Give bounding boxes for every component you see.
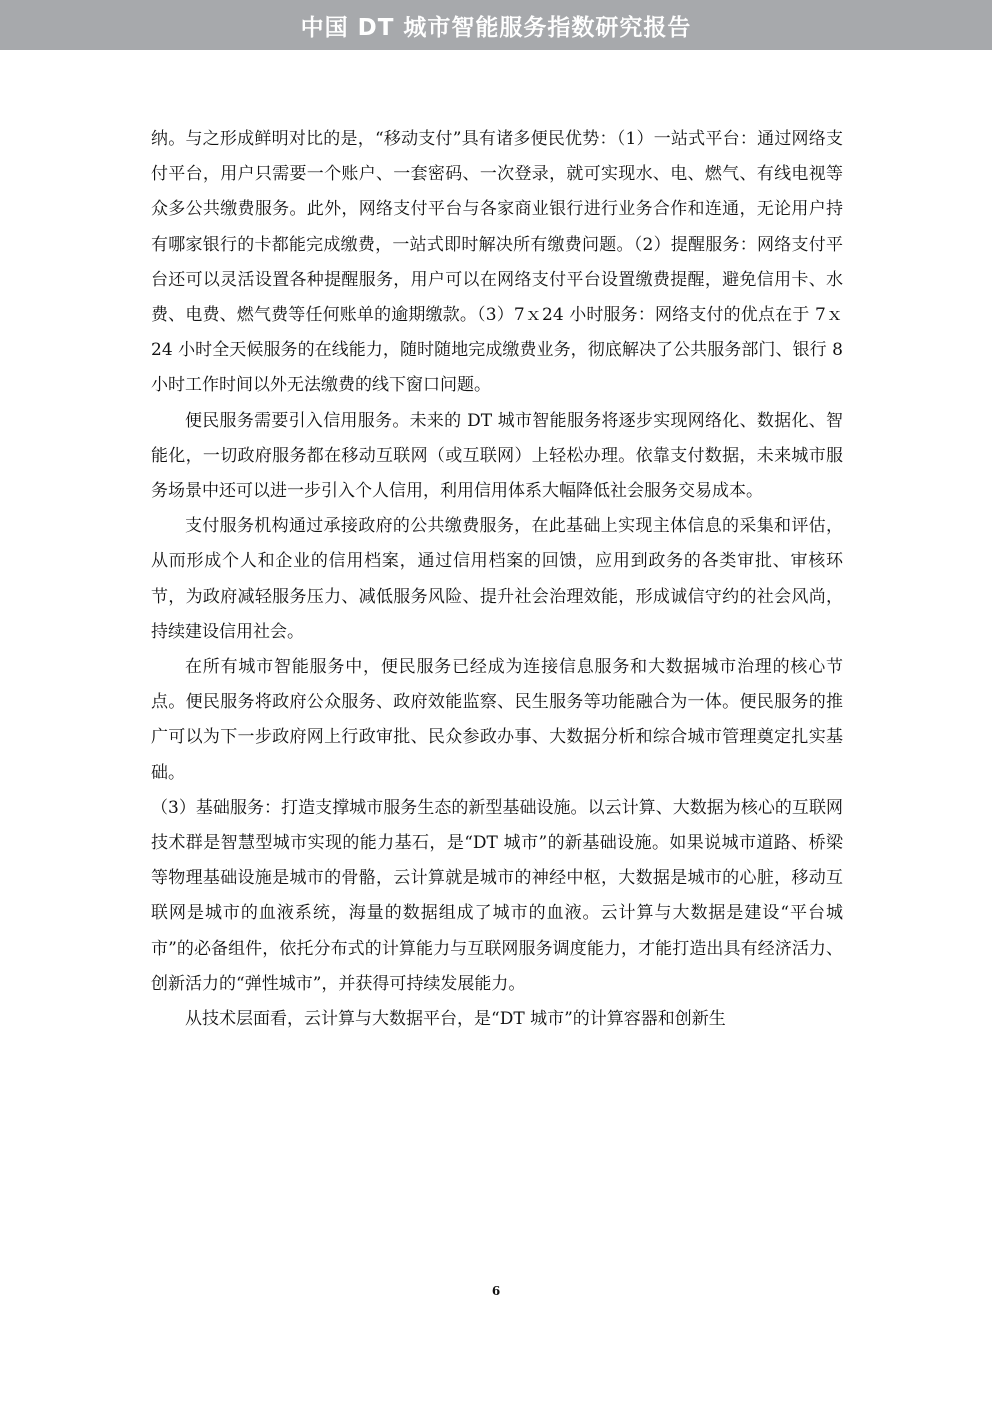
page-number: 6 [491, 1284, 501, 1298]
paragraph-infrastructure-service: （3）基础服务：打造支撑城市服务生态的新型基础设施。以云计算、大数据为核心的互联网技术群是智慧型城市实现的能力基石，是“DT 城市”的新基础设施。如果说城市道路、桥梁等物理基础设施是城市的骨骼，云计算就是城市的神经中枢，大数据是城市的心脏，移动互联网是城市的血液系统，海量的数据组成了城市的血液。云计算与大数据是建设“平台城市”的必备组件，依托分布式的计算能力与互联网服务调度能力，才能打造出具有经济活力、创新活力的“弹性城市”，并获得可持续发展能力。 [151, 797, 843, 994]
paragraph-technology-level: 从技术层面看，云计算与大数据平台，是“DT 城市”的计算容器和创新生 [185, 1009, 726, 1030]
paragraph-payment-institutions: 支付服务机构通过承接政府的公共缴费服务，在此基础上实现主体信息的采集和评估，从而形成个人和企业的信用档案，通过信用档案的回馈，应用到政务的各类审批、审核环节，为政府减轻服务压力、减低服务风险、提升社会治理效能，形成诚信守约的社会风尚，持续建设信用社会。 [151, 516, 843, 642]
report-title: 中国 DT 城市智能服务指数研究报告 [300, 14, 692, 41]
paragraph-convenience-service-hub: 在所有城市智能服务中，便民服务已经成为连接信息服务和大数据城市治理的核心节点。便民服务将政府公众服务、政府效能监察、民生服务等功能融合为一体。便民服务的推广可以为下一步政府网上行政审批、民众参政办事、大数据分析和综合城市管理奠定扎实基础。 [151, 657, 843, 783]
paragraph-mobile-payment-advantages: 纳。与之形成鲜明对比的是，“移动支付”具有诸多便民优势：（1）一站式平台：通过网络支付平台，用户只需要一个账户、一套密码、一次登录，就可实现水、电、燃气、有线电视等众多公共缴费服务。此外，网络支付平台与各家商业银行进行业务合作和连通，无论用户持有哪家银行的卡都能完成缴费，一站式即时解决所有缴费问题。（2）提醒服务：网络支付平台还可以灵活设置各种提醒服务，用户可以在网络支付平台设置缴费提醒，避免信用卡、水费、电费、燃气费等任何账单的逾期缴款。（3）7ｘ24 小时服务：网络支付的优点在于 7ｘ24 小时全天候服务的在线能力，随时随地完成缴费业务，彻底解决了公共服务部门、银行 8 小时工作时间以外无法缴费的线下窗口问题。 [151, 129, 843, 396]
document-body [151, 122, 843, 1037]
header-bar [0, 0, 992, 50]
paragraph-credit-service: 便民服务需要引入信用服务。未来的 DT 城市智能服务将逐步实现网络化、数据化、智能化，一切政府服务都在移动互联网（或互联网）上轻松办理。依靠支付数据，未来城市服务场景中还可以进一步引入个人信用，利用信用体系大幅降低社会服务交易成本。 [151, 410, 843, 502]
